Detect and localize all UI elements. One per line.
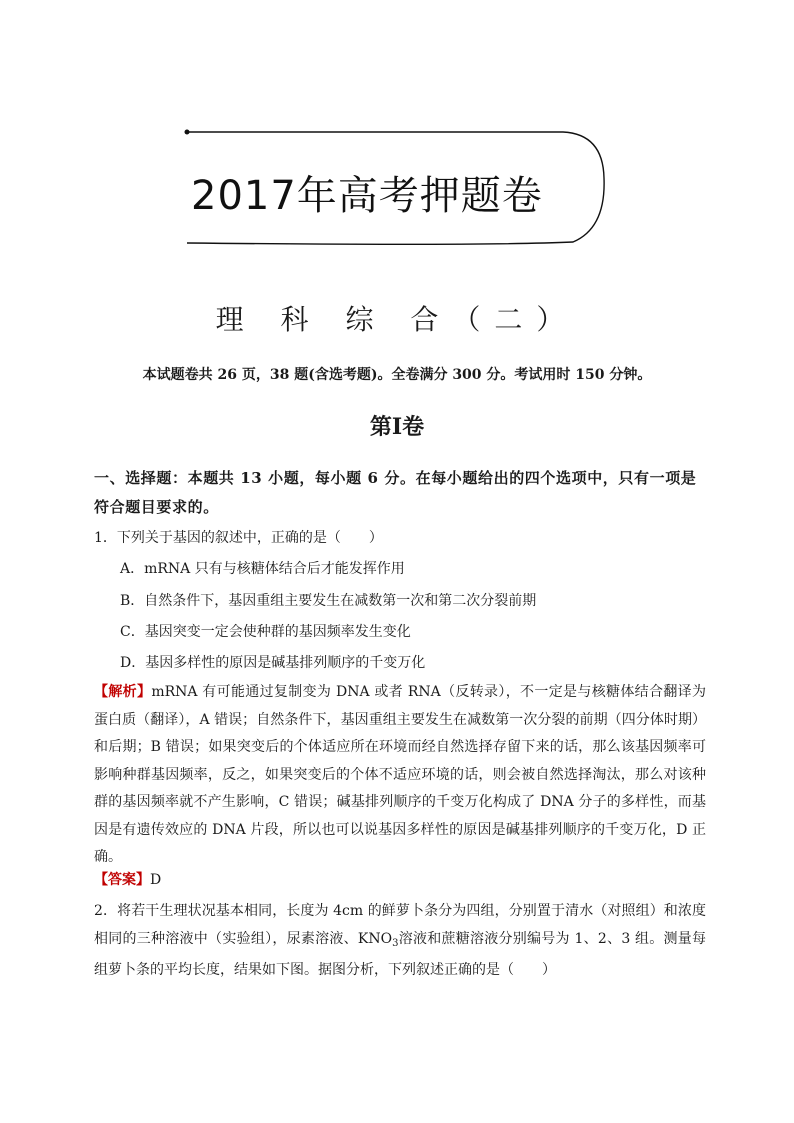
question-2-stem-b: 溶液和蔗糖溶液分别编号为 1、2、3 组。测量每组萝卜条的平均长度，结果如下图。据图分析，下列叙述正确的是（ ） bbox=[94, 930, 706, 978]
question-1-analysis bbox=[94, 679, 706, 872]
answer-tag: 【答案】 bbox=[94, 872, 150, 888]
question-1-option-d: D．基因多样性的原因是碱基排列顺序的千变万化 bbox=[120, 655, 426, 671]
question-1-option-a: A．mRNA 只有与核糖体结合后才能发挥作用 bbox=[120, 561, 405, 577]
analysis-tag: 【解析】 bbox=[94, 684, 152, 700]
answer-text: D bbox=[150, 872, 162, 888]
question-1-answer bbox=[94, 867, 706, 895]
question-1-stem: 1．下列关于基因的叙述中，正确的是（ ） bbox=[94, 530, 383, 546]
exam-intro: 本试题卷共 26 页，38 题(含选考题)。全卷满分 300 分。考试用时 150 分钟。 bbox=[142, 367, 652, 383]
question-2-stem bbox=[94, 898, 706, 985]
question-1-option-c: C．基因突变一定会使种群的基因频率发生变化 bbox=[120, 624, 411, 640]
analysis-text: mRNA 有可能通过复制变为 DNA 或者 RNA（反转录），不一定是与核糖体结合翻译为蛋白质（翻译），A 错误；自然条件下，基因重组主要发生在减数第一次分裂的前期（四分体时期）和后期；B 错误；如果突变后的个体适应所在环境而经自然选择存留下来的话，那么该基因频率可影响种群基因频率，反之，如果突变后的个体不适应环境的话，则会被自然选择淘汰，那么对该种群的基因频率就不产生影响，C 错误；碱基排列顺序的千变万化构成了 DNA 分子的多样性，而基因是有遗传效应的 DNA 片段，所以也可以说基因多样性的原因是碱基排列顺序的千变万化，D 正确。 bbox=[94, 684, 707, 865]
kno3-subscript: 3 bbox=[392, 937, 399, 949]
exam-title: 2017年高考押题卷 bbox=[191, 173, 543, 219]
question-2-stem-a: 2．将若干生理状况基本相同，长度为 4cm 的鲜萝卜条分为四组，分别置于清水（对照组）和浓度相同的三种溶液中（实验组），尿素溶液、KNO bbox=[94, 903, 706, 947]
section-heading: 一、选择题：本题共 13 小题，每小题 6 分。在每小题给出的四个选项中，只有一项是符合题目要求的。 bbox=[94, 469, 697, 516]
subject-title: 理 科 综 合（二） bbox=[215, 303, 579, 336]
question-1-option-b: B．自然条件下，基因重组主要发生在减数第一次和第二次分裂前期 bbox=[120, 593, 537, 609]
title-banner bbox=[183, 128, 609, 246]
volume-heading: 第Ⅰ卷 bbox=[369, 414, 425, 440]
